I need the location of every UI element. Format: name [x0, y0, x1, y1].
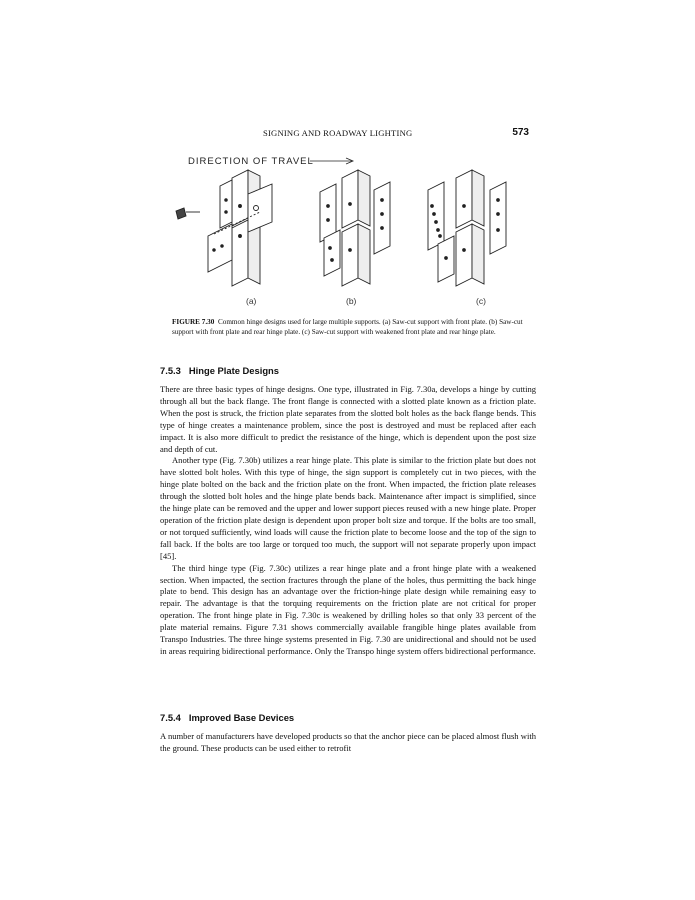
section-heading-7-5-4: [160, 712, 294, 723]
body-paragraph: There are three basic types of hinge designs. One type, illustrated in Fig. 7.30a, develops a hinge by cutting through all but the back flange. The front flange is connected with a slotted plate known as a friction plate. When the post is struck, the friction plate separates from the slotted bolt holes as the back flange bends. This type of hinge creates a maintenance problem, since the post is destroyed and must be replaced after each impact. It is also more difficult to predict the resistance of the hinge, which is dependent upon the post size and depth of cut.: [160, 384, 536, 454]
figure-panel-label-c: (c): [476, 296, 486, 306]
section-number: 7.5.4: [160, 712, 181, 723]
direction-arrow-icon: [310, 158, 353, 164]
section-body-7-5-3: [160, 384, 536, 658]
hinge-b-drawing: [320, 170, 390, 286]
figure-7-30: [160, 150, 535, 310]
body-paragraph: The third hinge type (Fig. 7.30c) utilizes a rear hinge plate and a front hinge plate with a weakened section. When impacted, the section fractures through the plane of the holes, thus permitting the back hinge plate to bend. This design has an advantage over the friction-hinge plate design while remaining easy to repair. The advantage is that the torquing requirements on the friction plate are not critical for proper operation. The front hinge plate in Fig. 7.30c is weakened by drilling holes so that only 33 percent of the plate material remains. Figure 7.31 shows commercially available frangible hinge plates available from Transpo Industries. The three hinge systems presented in Fig. 7.30 are unidirectional and should not be used in areas requiring bidirectional performance. Only the Transpo hinge system offers bidirectional performance.: [160, 562, 536, 656]
figure-panel-label-b: (b): [346, 296, 357, 306]
section-heading-7-5-3: [160, 365, 279, 376]
section-number: 7.5.3: [160, 365, 181, 376]
body-paragraph: Another type (Fig. 7.30b) utilizes a rear hinge plate. This plate is similar to the friction plate but does not have slotted bolt holes. With this type of hinge, the sign support is completely cut in two pieces, with the hinge plate bolted on the back and the friction plate on the front. When impacted, the friction plate releases through the slotted bolt holes and the hinge plate bends back. Maintenance after impact is simplified, since the hinge plate can be removed and the upper and lower support pieces reused with a new hinge plate. Proper operation of the friction plate design is dependent upon proper bolt size and torque. If the bolts are too small, or not torqued sufficiently, wind loads will cause the friction plate to become loose and the top of the sign to fall back. If the bolts are too large or torqued too much, the support will not separate properly upon impact [45].: [160, 455, 536, 561]
running-head: [160, 128, 535, 142]
figure-caption: [172, 317, 527, 337]
section-body-7-5-4: [160, 731, 536, 755]
section-title: Hinge Plate Designs: [188, 365, 279, 376]
page-number: 573: [512, 127, 529, 138]
body-paragraph: A number of manufacturers have developed products so that the anchor piece can be placed almost flush with the ground. These products can be used either to retrofit: [160, 731, 536, 753]
figure-caption-label: FIGURE 7.30: [172, 318, 215, 326]
hinge-support-drawing-icon: [160, 150, 535, 295]
figure-caption-text: Common hinge designs used for large multiple supports. (a) Saw-cut support with front plate. (b) Saw-cut support with front plate and rear hinge plate. (c) Saw-cut support with weakened front plate and rear hinge plate.: [172, 318, 523, 336]
hinge-c-drawing: [428, 170, 506, 286]
section-title: Improved Base Devices: [188, 712, 295, 723]
figure-panel-label-a: (a): [246, 296, 257, 306]
direction-of-travel-label: DIRECTION OF TRAVEL: [188, 156, 314, 167]
running-head-title: SIGNING AND ROADWAY LIGHTING: [263, 128, 413, 138]
hinge-a-drawing: [176, 170, 272, 286]
